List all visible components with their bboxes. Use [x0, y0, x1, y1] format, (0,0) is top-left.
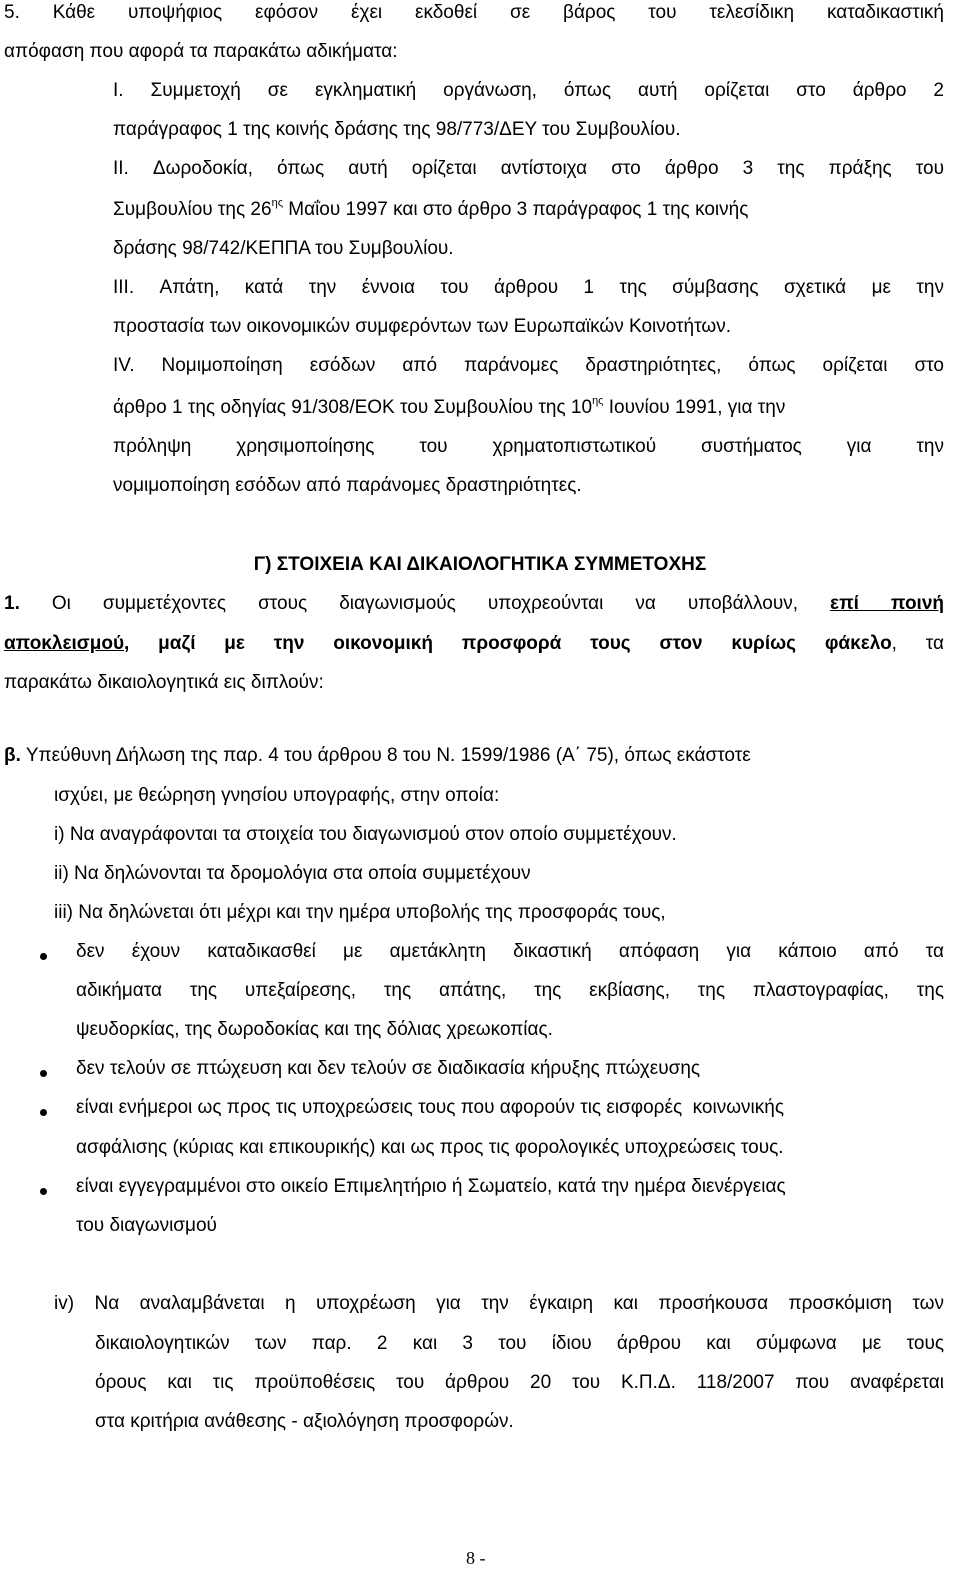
item5-III-line2: προστασία των οικονομικών συμφερόντων των Ευρωπαϊκών Κοινοτήτων. [113, 316, 731, 337]
bullet-1-line2: αδικήματα της υπεξαίρεσης, της απάτης, της εκβίασης, της πλαστογραφίας, της [76, 980, 944, 1001]
item5-III-line1: III. Απάτη, κατά την έννοια του άρθρου 1 της σύμβασης σχετικά με την [113, 277, 944, 298]
bullet-1-line1: δεν έχουν καταδικασθεί με αμετάκλητη δικαστική απόφαση για κάποιο από τα [76, 941, 944, 962]
item5-I-line1: I. Συμμετοχή σε εγκληματική οργάνωση, όπως αυτή ορίζεται στο άρθρο 2 [113, 80, 944, 101]
page-number: 8 - [466, 1548, 486, 1568]
bullet-3-line2: ασφάλισης (κύριας και επικουρικής) και ως προς τις φορολογικές υποχρεώσεις τους. [76, 1137, 784, 1158]
bullet-2-line1: δεν τελούν σε πτώχευση και δεν τελούν σε διαδικασία κήρυξης πτώχευσης [76, 1058, 701, 1079]
item1-line1: 1. Οι συμμετέχοντες στους διαγωνισμούς υποχρεούνται να υποβάλλουν, επί ποινή [4, 593, 944, 614]
item-b-i: i) Να αναγράφονται τα στοιχεία του διαγωνισμού στον οποίο συμμετέχουν. [54, 824, 677, 845]
item5-IV-line4: νομιμοποίηση εσόδων από παράνομες δραστηριότητες. [113, 475, 582, 496]
item-b-line1: β. Υπεύθυνη Δήλωση της παρ. 4 του άρθρου 8 του Ν. 1599/1986 (Α΄ 75), όπως εκάστοτε [4, 745, 751, 766]
item-b-iv-line2: δικαιολογητικών των παρ. 2 και 3 του ίδιου άρθρου και σύμφωνα με τους [95, 1333, 944, 1354]
item5-II-line3: δράσης 98/742/ΚΕΠΠΑ του Συμβουλίου. [113, 238, 454, 259]
item5-II-line2: Συμβουλίου της $26^{\eta\varsigma}$ Μαΐου 1997 και στο άρθρο 3 παράγραφος 1 της κοινής [113, 197, 749, 220]
item-b-iv-line4: στα κριτήρια ανάθεσης - αξιολόγηση προσφορών. [95, 1411, 514, 1432]
item5-line2: απόφαση που αφορά τα παρακάτω αδικήματα: [4, 41, 398, 62]
item5-line1: 5. Κάθε υποψήφιος εφόσον έχει εκδοθεί σε βάρος του τελεσίδικη καταδικαστική [4, 2, 944, 23]
item5-IV-line1: IV. Νομιμοποίηση εσόδων από παράνομες δραστηριότητες, όπως ορίζεται στο [113, 355, 944, 376]
item5-IV-line3: πρόληψη χρησιμοποίησης του χρηματοπιστωτικού συστήματος για την [113, 436, 944, 457]
item-b-iv-line1: iv) Να αναλαμβάνεται η υποχρέωση για την έγκαιρη και προσήκουσα προσκόμιση των [54, 1293, 944, 1314]
item1-line2: αποκλεισμού, μαζί με την οικονομική προσφορά τους στον κυρίως φάκελο, τα [4, 633, 944, 654]
item-b-line2: ισχύει, με θεώρηση γνησίου υπογραφής, στην οποία: [54, 785, 500, 806]
item5-I-line2: παράγραφος 1 της κοινής δράσης της 98/773/ΔΕΥ του Συμβουλίου. [113, 119, 681, 140]
bullet-dot [40, 1109, 47, 1116]
bullet-4-line2: του διαγωνισμού [76, 1215, 217, 1236]
bullet-4-line1: είναι εγγεγραμμένοι στο οικείο Επιμελητήριο ή Σωματείο, κατά την ημέρα διενέργειας [76, 1176, 786, 1197]
bullet-1-line3: ψευδορκίας, της δωροδοκίας και της δόλιας χρεωκοπίας. [76, 1019, 553, 1040]
section-heading: Γ) ΣΤΟΙΧΕΙΑ ΚΑΙ ΔΙΚΑΙΟΛΟΓΗΤΙΚΑ ΣΥΜΜΕΤΟΧΗΣ [253, 554, 707, 575]
bullet-dot [40, 1188, 47, 1195]
item-b-iv-line3: όρους και τις προϋποθέσεις του άρθρου 20 του Κ.Π.Δ. 118/2007 που αναφέρεται [95, 1372, 944, 1393]
item5-IV-line2: άρθρο 1 της οδηγίας 91/308/ΕΟΚ του Συμβουλίου της $10^{\eta\varsigma}$ Ιουνίου 1991, για την [113, 395, 786, 418]
bullet-dot [40, 1070, 47, 1077]
item-b-ii: ii) Να δηλώνονται τα δρομολόγια στα οποία συμμετέχουν [54, 863, 531, 884]
bullet-dot [40, 953, 47, 960]
item1-line3: παρακάτω δικαιολογητικά εις διπλούν: [4, 672, 324, 693]
bullet-3-line1: είναι ενήμεροι ως προς τις υποχρεώσεις τους που αφορούν τις εισφορές κοινωνικής [76, 1097, 785, 1118]
item-b-iii: iii) Να δηλώνεται ότι μέχρι και την ημέρα υποβολής της προσφοράς τους, [54, 902, 666, 923]
item5-II-line1: II. Δωροδοκία, όπως αυτή ορίζεται αντίστοιχα στο άρθρο 3 της πράξης του [113, 158, 944, 179]
